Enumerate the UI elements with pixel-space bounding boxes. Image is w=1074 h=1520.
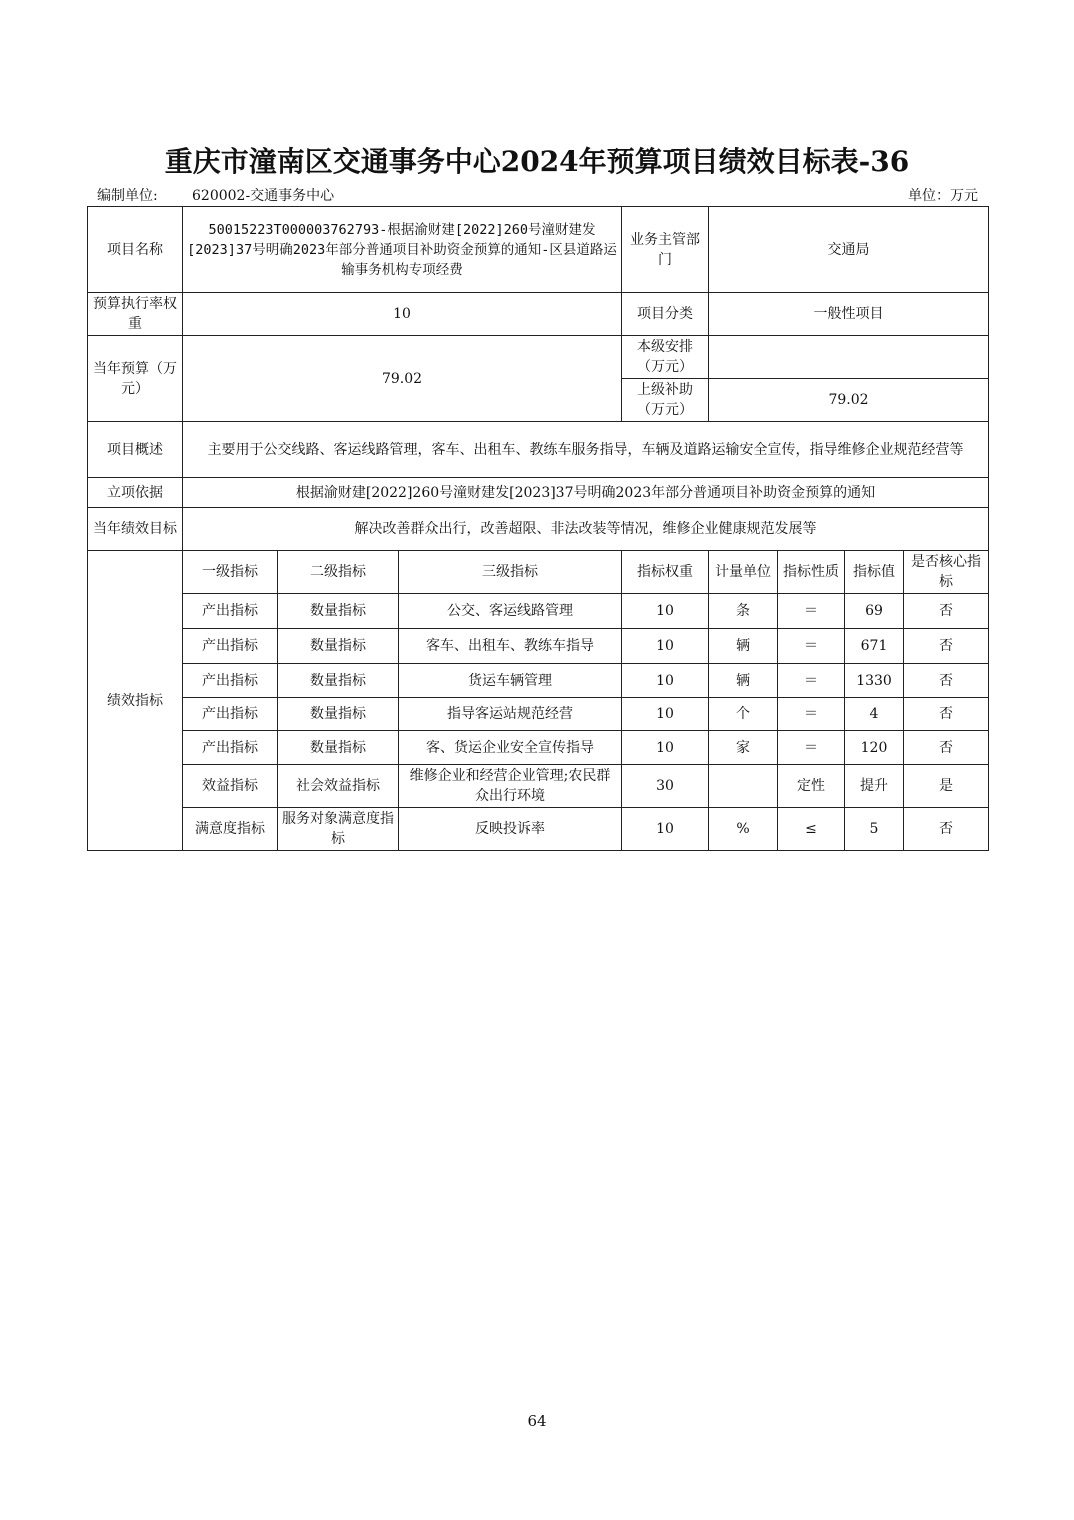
unit-cell: % [709,808,778,851]
value-cell: 120 [845,731,904,765]
unit-cell: 辆 [709,664,778,698]
nature-cell: ＝ [778,698,845,731]
table-row [88,629,989,664]
upper-value: 79.02 [709,379,989,422]
core-cell: 否 [904,698,989,731]
level1-cell: 产出指标 [183,594,278,629]
org-label: 编制单位: [97,188,158,204]
weight-cell: 10 [622,698,709,731]
header-cell: 是否核心指标 [904,551,989,594]
value-cell: 69 [845,594,904,629]
value-cell: 4 [845,698,904,731]
goal-label: 当年绩效目标 [88,508,183,551]
unit-cell: 个 [709,698,778,731]
upper-label: 上级补助（万元） [622,379,709,422]
basis-value: 根据渝财建[2022]260号潼财建发[2023]37号明确2023年部分普通项目补助资金预算的通知 [183,478,989,508]
unit-cell [709,765,778,808]
budget-value: 79.02 [183,336,622,422]
header-cell: 一级指标 [183,551,278,594]
page-number: 64 [527,1412,547,1430]
level2-cell: 数量指标 [278,698,399,731]
nature-cell: ＝ [778,731,845,765]
level3-cell: 公交、客运线路管理 [399,594,622,629]
overview-value: 主要用于公交线路、客运线路管理，客车、出租车、教练车服务指导，车辆及道路运输安全宣传，指导维修企业规范经营等 [183,422,989,478]
table-row [88,594,989,629]
local-label: 本级安排（万元） [622,336,709,379]
level3-cell: 货运车辆管理 [399,664,622,698]
dept-value: 交通局 [709,207,989,293]
value-cell: 671 [845,629,904,664]
level1-cell: 产出指标 [183,629,278,664]
level2-cell: 社会效益指标 [278,765,399,808]
level3-cell: 指导客运站规范经营 [399,698,622,731]
header-cell: 计量单位 [709,551,778,594]
core-cell: 否 [904,629,989,664]
org-info [97,185,334,205]
header-cell: 三级指标 [399,551,622,594]
dept-label: 业务主管部门 [622,207,709,293]
indicators-section-label: 绩效指标 [88,551,183,851]
budget-label: 当年预算（万元） [88,336,183,422]
header-cell: 二级指标 [278,551,399,594]
level1-cell: 满意度指标 [183,808,278,851]
level2-cell: 数量指标 [278,594,399,629]
level3-cell: 反映投诉率 [399,808,622,851]
performance-table [87,206,989,851]
category-value: 一般性项目 [709,293,989,336]
basis-label: 立项依据 [88,478,183,508]
table-row [88,664,989,698]
core-cell: 否 [904,731,989,765]
weight-label: 预算执行率权重 [88,293,183,336]
nature-cell: ＝ [778,594,845,629]
local-value [709,336,989,379]
table-row [88,765,989,808]
core-cell: 否 [904,594,989,629]
table-row [88,698,989,731]
nature-cell: ＝ [778,629,845,664]
weight-cell: 10 [622,629,709,664]
overview-label: 项目概述 [88,422,183,478]
nature-cell: 定性 [778,765,845,808]
goal-value: 解决改善群众出行，改善超限、非法改装等情况，维修企业健康规范发展等 [183,508,989,551]
table-row [88,808,989,851]
level1-cell: 效益指标 [183,765,278,808]
value-cell: 1330 [845,664,904,698]
weight-cell: 10 [622,731,709,765]
level3-cell: 客、货运企业安全宣传指导 [399,731,622,765]
unit-cell: 家 [709,731,778,765]
weight-cell: 30 [622,765,709,808]
project-name-label: 项目名称 [88,207,183,293]
level2-cell: 数量指标 [278,629,399,664]
unit-cell: 辆 [709,629,778,664]
weight-cell: 10 [622,808,709,851]
weight-cell: 10 [622,594,709,629]
unit-label: 单位：万元 [908,188,978,204]
core-cell: 是 [904,765,989,808]
unit-cell: 条 [709,594,778,629]
header-cell: 指标权重 [622,551,709,594]
level2-cell: 数量指标 [278,731,399,765]
project-name-value: 50015223T000003762793-根据渝财建[2022]260号潼财建发[2023]37号明确2023年部分普通项目补助资金预算的通知-区县道路运输事务机构专项经费 [183,207,622,293]
nature-cell: ＝ [778,664,845,698]
level3-cell: 客车、出租车、教练车指导 [399,629,622,664]
weight-value: 10 [183,293,622,336]
core-cell: 否 [904,808,989,851]
level2-cell: 数量指标 [278,664,399,698]
header-cell: 指标性质 [778,551,845,594]
value-cell: 提升 [845,765,904,808]
category-label: 项目分类 [622,293,709,336]
value-cell: 5 [845,808,904,851]
level1-cell: 产出指标 [183,731,278,765]
org-value: 620002-交通事务中心 [192,188,335,204]
weight-cell: 10 [622,664,709,698]
level3-cell: 维修企业和经营企业管理;农民群众出行环境 [399,765,622,808]
header-cell: 指标值 [845,551,904,594]
table-row [88,731,989,765]
page-title: 重庆市潼南区交通事务中心2024年预算项目绩效目标表-36 [164,145,910,178]
level1-cell: 产出指标 [183,664,278,698]
level2-cell: 服务对象满意度指标 [278,808,399,851]
level1-cell: 产出指标 [183,698,278,731]
core-cell: 否 [904,664,989,698]
nature-cell: ≤ [778,808,845,851]
